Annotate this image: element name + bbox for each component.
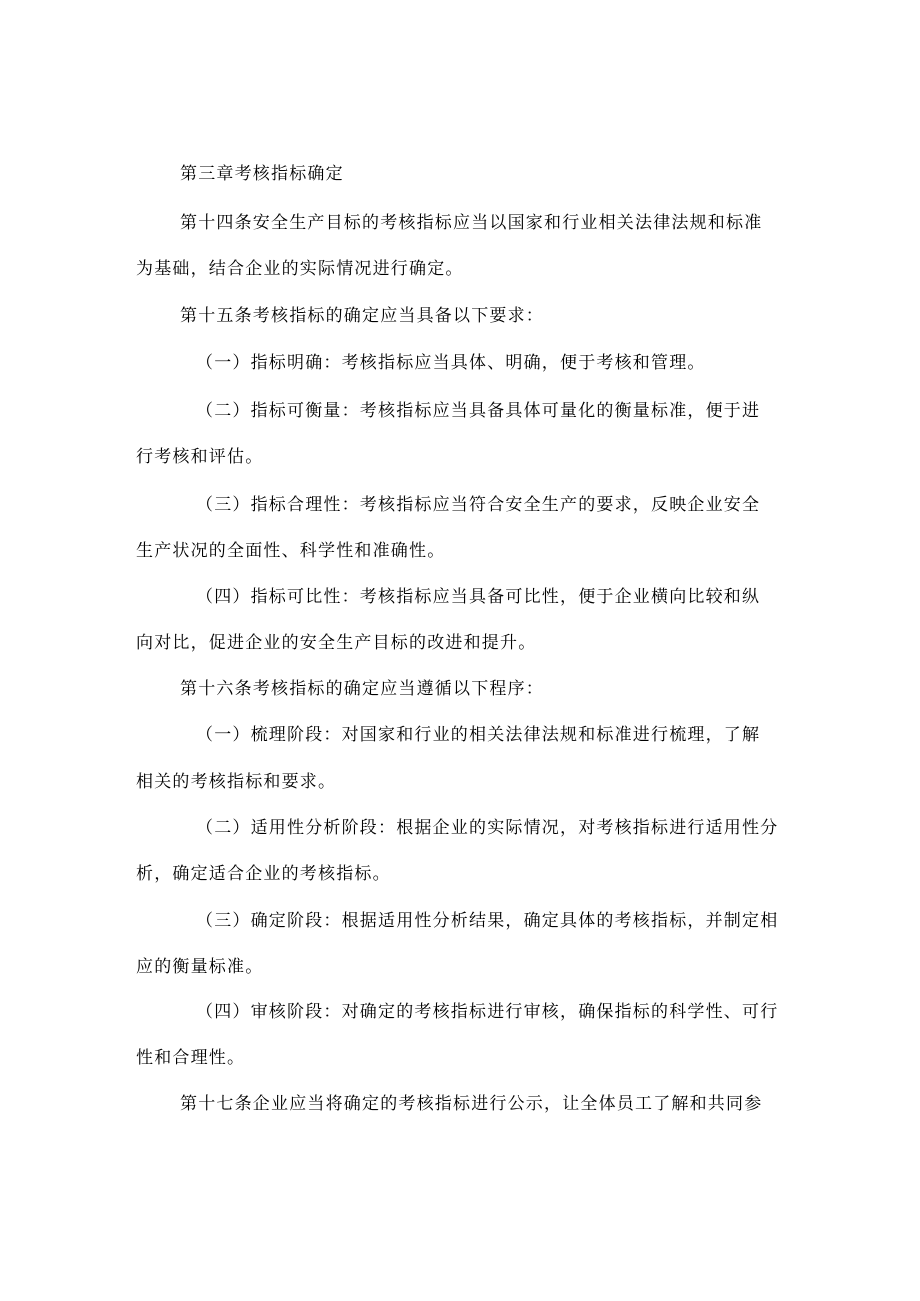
article-16-intro: 第十六条考核指标的确定应当遵循以下程序： xyxy=(180,679,544,699)
article-16-item-3-line-2: 应的衡量标准。 xyxy=(136,957,264,977)
article-15-item-4-line-1: （四）指标可比性：考核指标应当具备可比性，便于企业横向比较和纵 xyxy=(196,587,761,607)
article-15-intro: 第十五条考核指标的确定应当具备以下要求： xyxy=(180,306,544,326)
article-16-item-3-line-1: （三）确定阶段：根据适用性分析结果，确定具体的考核指标，并制定相 xyxy=(196,911,779,931)
article-15-item-1: （一）指标明确：考核指标应当具体、明确，便于考核和管理。 xyxy=(196,353,706,373)
article-15-item-2-line-1: （二）指标可衡量：考核指标应当具备具体可量化的衡量标准，便于进 xyxy=(196,401,761,421)
chapter-title: 第三章考核指标确定 xyxy=(180,164,344,184)
article-14-line-1: 第十四条安全生产目标的考核指标应当以国家和行业相关法律法规和标准 xyxy=(180,213,763,233)
article-14-line-2: 为基础，结合企业的实际情况进行确定。 xyxy=(136,259,464,279)
article-16-item-1-line-1: （一）梳理阶段：对国家和行业的相关法律法规和标准进行梳理，了解 xyxy=(196,725,761,745)
article-16-item-1-line-2: 相关的考核指标和要求。 xyxy=(136,772,337,792)
article-17-line-1: 第十七条企业应当将确定的考核指标进行公示，让全体员工了解和共同参 xyxy=(180,1094,763,1114)
article-16-item-2-line-2: 析，确定适合企业的考核指标。 xyxy=(136,864,391,884)
article-15-item-3-line-2: 生产状况的全面性、科学性和准确性。 xyxy=(136,541,446,561)
article-15-item-3-line-1: （三）指标合理性：考核指标应当符合安全生产的要求，反映企业安全 xyxy=(196,495,761,515)
article-15-item-4-line-2: 向对比，促进企业的安全生产目标的改进和提升。 xyxy=(136,633,537,653)
article-16-item-2-line-1: （二）适用性分析阶段：根据企业的实际情况，对考核指标进行适用性分 xyxy=(196,818,779,838)
article-16-item-4-line-2: 性和合理性。 xyxy=(136,1048,246,1068)
article-16-item-4-line-1: （四）审核阶段：对确定的考核指标进行审核，确保指标的科学性、可行 xyxy=(196,1002,779,1022)
article-15-item-2-line-2: 行考核和评估。 xyxy=(136,447,264,467)
